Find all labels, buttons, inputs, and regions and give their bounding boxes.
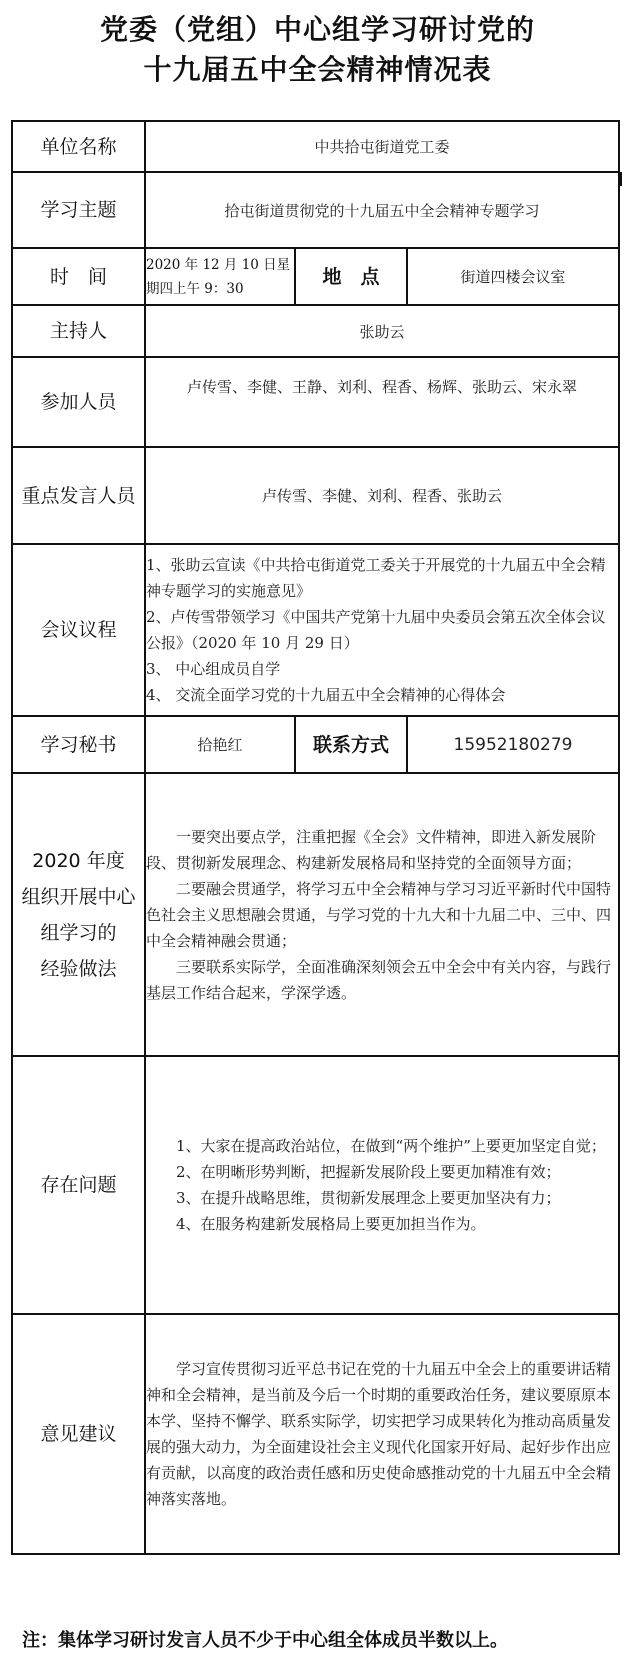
- footnote: 注：集体学习研讨发言人员不少于中心组全体成员半数以上。: [22, 1630, 508, 1651]
- row-participants: [12, 357, 619, 447]
- contact-value: 15952180279: [407, 716, 619, 773]
- agenda-item: 3、 中心组成员自学: [146, 660, 281, 678]
- unit-label: 单位名称: [12, 121, 145, 172]
- experience-paragraph: 二要融会贯通学，将学习五中全会精神与学习习近平新时代中国特色社会主义思想融会贯通，与学习党的十九大和十九届二中、三中、四中全会精神融会贯通；: [146, 879, 612, 950]
- agenda-item: 2、卢传雪带领学习《中国共产党第十九届中央委员会第五次全体会议公报》（2020 年 10 月 29 日）: [146, 608, 606, 652]
- row-problems: [12, 1056, 619, 1314]
- secretary-value: 拾艳红: [145, 716, 295, 773]
- topic-value: 拾屯街道贯彻党的十九届五中全会精神专题学习: [145, 172, 619, 248]
- problem-item: 4、在服务构建新发展格局上要更加担当作为。: [176, 1215, 486, 1233]
- participants-value: 卢传雪、李健、王静、刘利、程香、杨辉、张助云、宋永翠: [145, 357, 619, 447]
- problems-label: 存在问题: [12, 1056, 145, 1314]
- row-topic: [12, 172, 619, 248]
- row-host: [12, 305, 619, 357]
- document-title-line-1: 党委（党组）中心组学习研讨党的: [99, 13, 535, 46]
- experience-label-line: 组织开展中心: [21, 885, 136, 908]
- row-agenda: [12, 544, 619, 716]
- host-value: 张助云: [145, 305, 619, 357]
- problem-item: 1、大家在提高政治站位，在做到“两个维护”上要更加坚定自觉；: [176, 1137, 606, 1155]
- row-secretary-contact: [12, 716, 619, 773]
- time-label: 时 间: [12, 248, 145, 305]
- agenda-item: 4、 交流全面学习党的十九届五中全会精神的心得体会: [146, 686, 506, 704]
- problems-content: [145, 1056, 619, 1314]
- speakers-value: 卢传雪、李健、刘利、程香、张助云: [145, 447, 619, 544]
- unit-value: 中共拾屯街道党工委: [145, 121, 619, 172]
- suggestions-content: [145, 1314, 619, 1554]
- row-experience: [12, 773, 619, 1056]
- experience-label-line: 组学习的: [40, 921, 117, 944]
- experience-label-line: 经验做法: [40, 957, 117, 980]
- host-label: 主持人: [12, 305, 145, 357]
- time-value: 2020 年 12 月 10 日星期四上午 9：30: [145, 248, 295, 305]
- speakers-label: 重点发言人员: [12, 447, 145, 544]
- row-speakers: [12, 447, 619, 544]
- problem-item: 3、在提升战略思维，贯彻新发展理念上要更加坚决有力；: [176, 1189, 561, 1207]
- row-time-place: [12, 248, 619, 305]
- topic-label: 学习主题: [12, 172, 145, 248]
- study-report-form: [11, 120, 620, 1555]
- secretary-label: 学习秘书: [12, 716, 145, 773]
- row-unit: [12, 121, 619, 172]
- experience-paragraph: 三要联系实际学，全面准确深刻领会五中全会中有关内容，与践行基层工作结合起来，学深学透。: [146, 957, 612, 1002]
- experience-label: [12, 773, 145, 1056]
- place-value: 街道四楼会议室: [407, 248, 619, 305]
- participants-label: 参加人员: [12, 357, 145, 447]
- contact-label: 联系方式: [295, 716, 407, 773]
- document-title-line-2: 十九届五中全会精神情况表: [143, 53, 492, 86]
- problem-item: 2、在明晰形势判断，把握新发展阶段上要更加精准有效；: [176, 1163, 561, 1181]
- agenda-item: 1、张助云宣读《中共拾屯街道党工委关于开展党的十九届五中全会精神专题学习的实施意见》: [146, 556, 606, 600]
- row-suggestions: [12, 1314, 619, 1554]
- agenda-list: [145, 544, 619, 716]
- experience-paragraph: 一要突出要点学，注重把握《全会》文件精神，即进入新发展阶段、贯彻新发展理念、构建新发展格局和坚持党的全面领导方面；: [146, 827, 597, 872]
- experience-label-line: 2020 年度: [32, 849, 125, 872]
- suggestion-paragraph: 学习宣传贯彻习近平总书记在党的十九届五中全会上的重要讲话精神和全会精神，是当前及今后一个时期的重要政治任务，建议要原原本本学、坚持不懈学、联系实际学，切实把学习成果转化为推动高质量发展的强大动力，为全面建设社会主义现代化国家开好局、起好步作出应有贡献，以高度的政治责任感和历史使命感推动党的十九届五中全会精神落实落地。: [146, 1360, 612, 1508]
- agenda-label: 会议议程: [12, 544, 145, 716]
- place-label: 地 点: [295, 248, 407, 305]
- suggestions-label: 意见建议: [12, 1314, 145, 1554]
- experience-content: [145, 773, 619, 1056]
- table-edge-mark: [620, 172, 622, 186]
